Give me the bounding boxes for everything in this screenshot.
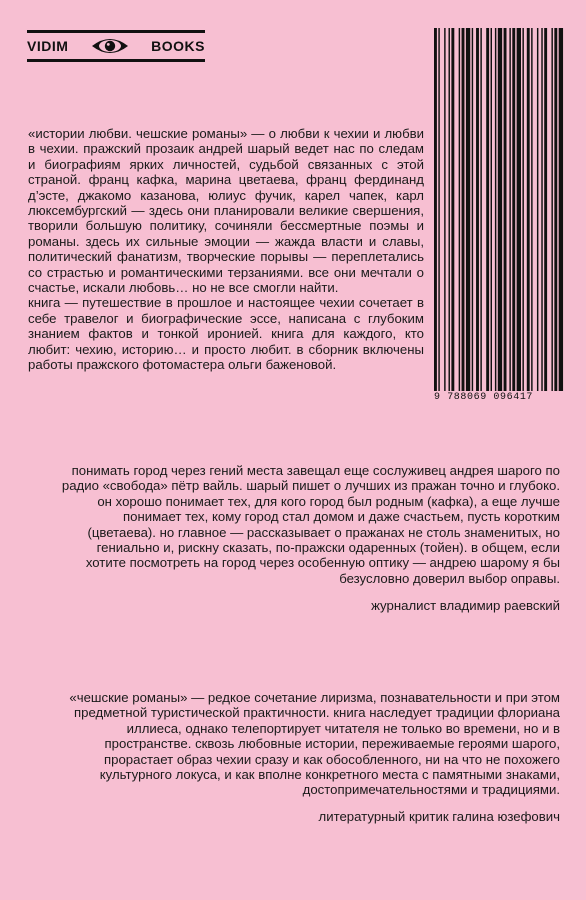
logo-bottom-rule: [27, 59, 205, 62]
barcode-number: 9 788069 096417: [432, 391, 566, 405]
barcode-bar: [480, 28, 481, 396]
barcode-bar: [472, 28, 473, 396]
isbn-barcode: [432, 28, 564, 406]
barcode-bar: [509, 28, 510, 396]
barcode-bar: [462, 28, 465, 396]
barcode-bar: [491, 28, 492, 396]
barcode-bar: [517, 28, 521, 396]
barcode-bar: [527, 28, 530, 396]
logo-left-text: VIDIM: [27, 38, 69, 54]
barcode-bar: [537, 28, 538, 396]
quote-author: литературный критик галина юзефович: [318, 808, 560, 824]
barcode-bar: [486, 28, 489, 396]
book-description: [28, 126, 424, 373]
barcode-bar: [504, 28, 507, 396]
description-paragraph-2: книга — путешествие в прошлое и настоящее чехии сочетает в себе травелог и биографические эссе, написана с глубоким знанием фактов и тонкой иронией. книга для каждого, кто любит: чехию, историю… и просто любит. в сборник включены работы пражского фотомастера ольги баженовой.: [28, 295, 424, 373]
barcode-bars: [432, 28, 564, 406]
barcode-bar: [444, 28, 445, 396]
barcode-bar: [522, 28, 523, 396]
barcode-bar: [434, 28, 437, 396]
barcode-bar: [438, 28, 439, 396]
barcode-bar: [541, 28, 542, 396]
eye-icon: [90, 35, 130, 57]
barcode-bar: [495, 28, 496, 396]
barcode-bar: [512, 28, 515, 396]
review-quote-2: [60, 690, 560, 825]
barcode-bar: [498, 28, 502, 396]
description-paragraph-1: «истории любви. чешские романы» — о любви к чехии и любви в чехии. пражский прозаик андрей шарый ведет нас по следам и биографиям ярких личностей, судьбой связанных с этой страной. франц кафка, марина цветаева, франц фердинанд д’эсте, джакомо казанова, юлиус фучик, карел чапек, карл люксембургский — здесь они планировали великие свершения, творили большую политику, сочиняли бессмертные поэмы и романы. здесь их сильные эмоции — жажда власти и славы, политический фанатизм, творческие порывы — переплетались со страстью и романтическими терзаниями. все они мечтали о счастье, искали любовь… но не все смогли найти.: [28, 126, 424, 296]
quote-text: понимать город через гений места завещал еще сослуживец андрея шарого по радио «свобода» пётр вайль. шарый пишет о лучших из пражан точно и глубоко. он хорошо понимает тех, для кого город был родным (кафка), а еще лучше понимает тех, кому город стал домом и даже счастьем, пусть коротким (цветаева). но главное — рассказывает о пражанах не столь знаменитых, но гениально и, рискну сказать, по-пражски одаренных (тойен). в общем, если хотите посмотреть на город через особенную оптику — андрею шарому я бы безусловно доверил выбор оправы.: [61, 463, 560, 586]
publisher-logo: [27, 30, 205, 62]
review-quote-1: [60, 463, 560, 614]
barcode-bar: [551, 28, 552, 396]
logo-row: [27, 33, 205, 59]
barcode-bar: [476, 28, 479, 396]
barcode-bar: [449, 28, 450, 396]
barcode-bar: [531, 28, 532, 396]
barcode-bar: [451, 28, 454, 396]
barcode-bar: [544, 28, 547, 396]
logo-right-text: BOOKS: [151, 38, 205, 54]
barcode-bar: [554, 28, 557, 396]
barcode-bar: [459, 28, 460, 396]
barcode-bar: [559, 28, 563, 396]
quote-text: «чешские романы» — редкое сочетание лиризма, познавательности и при этом предметной туристической практичности. книга наследует традиции флориана иллиеса, однако телепортирует читателя не только во времени, но и в пространстве. сквозь любовные истории, переживаемые героями шарого, прорастает образ чехии сразу и как обособленного, ни на что не похожего культурного локуса, и как вполне конкретного места с памятными знаками, достопримечательностями и традициями.: [69, 690, 560, 798]
quote-author: журналист владимир раевский: [371, 598, 560, 614]
barcode-bar: [466, 28, 470, 396]
